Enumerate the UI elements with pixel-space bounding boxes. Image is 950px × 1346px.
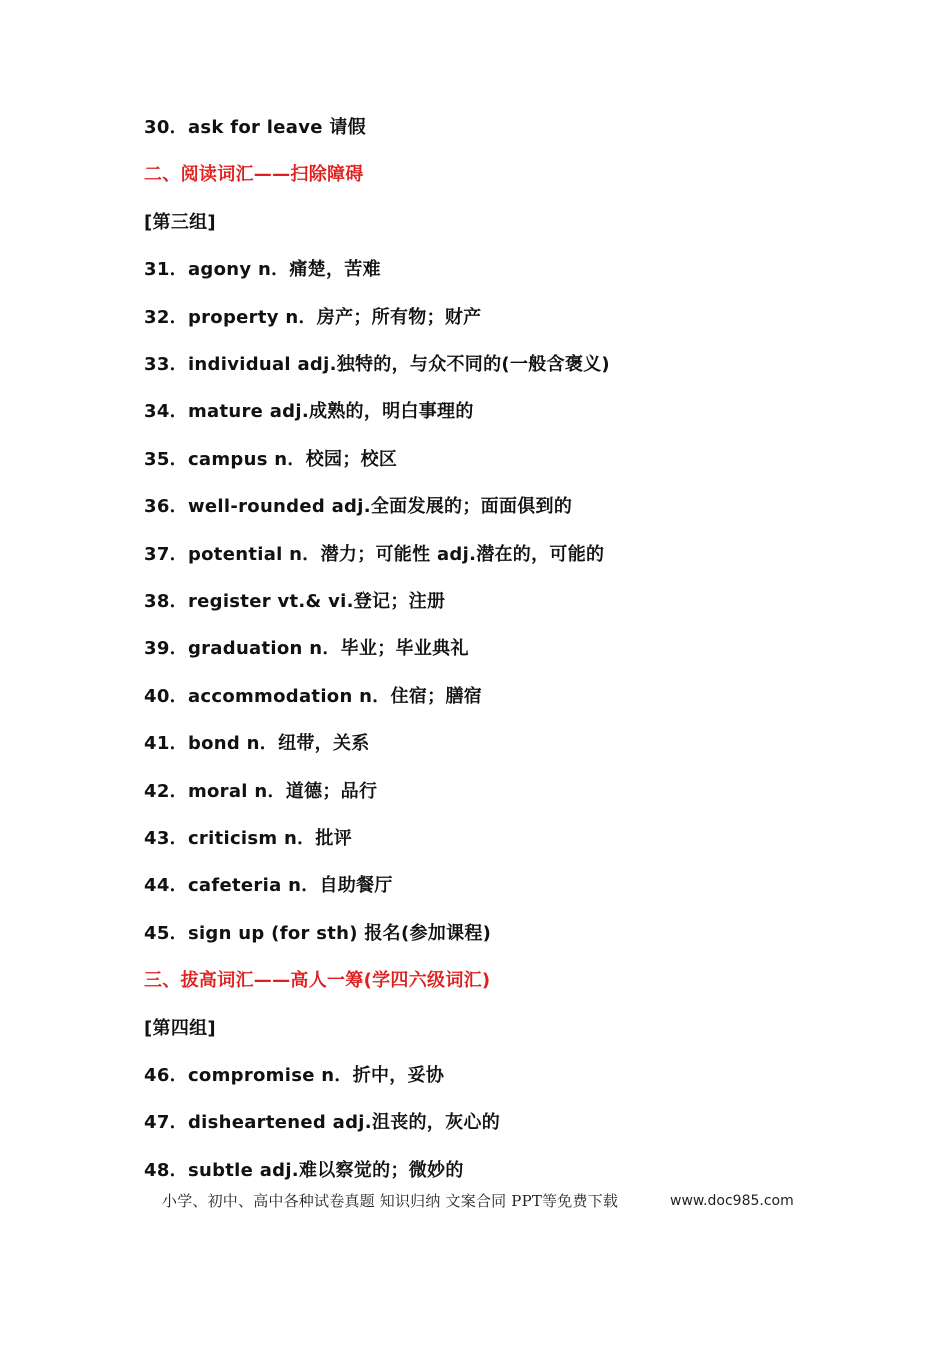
vocab-item: 38．register vt.& vi.登记；注册 [144,591,446,612]
vocab-item: 48．subtle adj.难以察觉的；微妙的 [144,1160,464,1181]
vocab-item: 47．disheartened adj.沮丧的，灰心的 [144,1112,500,1133]
section-heading: 二、阅读词汇——扫除障碍 [144,164,364,185]
vocab-item: 43．criticism n．批评 [144,828,353,849]
vocab-item: 30．ask for leave 请假 [144,117,366,138]
vocab-item: 44．cafeteria n．自助餐厅 [144,875,393,896]
vocab-item: 39．graduation n．毕业；毕业典礼 [144,638,469,659]
vocab-item: 32．property n．房产；所有物；财产 [144,307,482,328]
vocab-item: 31．agony n．痛楚，苦难 [144,259,381,280]
vocab-item: 36．well-rounded adj.全面发展的；面面俱到的 [144,496,573,517]
vocab-item: 46．compromise n．折中，妥协 [144,1065,445,1086]
footer-text: 小学、初中、高中各种试卷真题 知识归纳 文案合同 PPT等免费下载 [162,1192,619,1210]
section-heading: 三、拔高词汇——高人一筹(学四六级词汇) [144,970,491,991]
group-label: [第四组] [144,1018,216,1039]
vocab-item: 37．potential n．潜力；可能性 adj.潜在的，可能的 [144,544,605,565]
vocab-item: 41．bond n．纽带，关系 [144,733,370,754]
vocab-item: 35．campus n．校园；校区 [144,449,398,470]
footer-website: www.doc985.com [670,1193,794,1209]
vocab-item: 45．sign up (for sth) 报名(参加课程) [144,923,492,944]
group-label: [第三组] [144,212,216,233]
vocabulary-list [144,0,904,1346]
vocab-item: 42．moral n．道德；品行 [144,781,378,802]
vocab-item: 34．mature adj.成熟的，明白事理的 [144,401,474,422]
vocab-item: 33．individual adj.独特的，与众不同的(一般含褒义) [144,354,610,375]
vocab-item: 40．accommodation n．住宿；膳宿 [144,686,483,707]
footer [162,1190,794,1212]
